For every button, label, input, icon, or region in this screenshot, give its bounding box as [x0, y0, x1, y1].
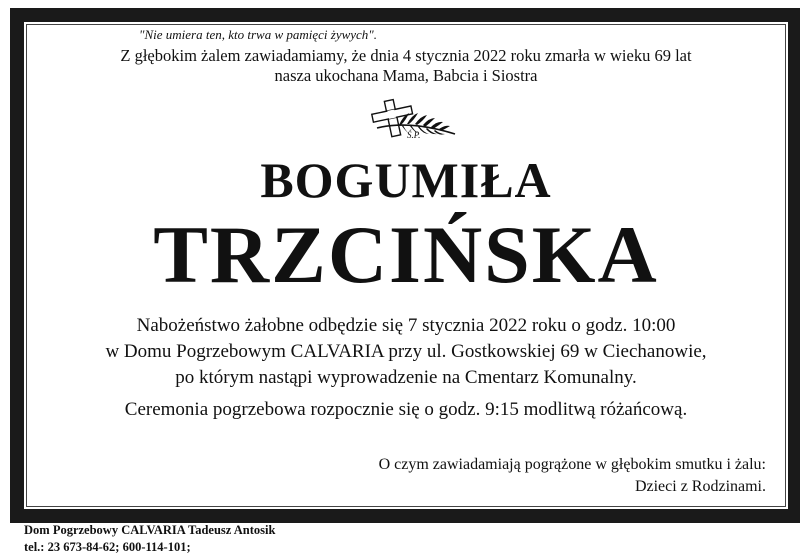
- deceased-first-name: BOGUMIŁA: [260, 152, 552, 208]
- closing-line-2: Dzieci z Rodzinami.: [634, 478, 766, 495]
- obituary-frame: [10, 8, 800, 523]
- funeral-home-name: Dom Pogrzebowy CALVARIA Tadeusz Antosik: [24, 523, 276, 537]
- intro-line-2: nasza ukochana Mama, Babcia i Siostra: [274, 66, 538, 85]
- intro-line-1: Z głębokim żalem zawiadamiamy, że dnia 4 stycznia 2022 roku zmarła w wieku 69 lat: [120, 46, 692, 65]
- closing-line-1: O czym zawiadamiają pogrążone w głębokim smutku i żalu:: [378, 456, 766, 473]
- cross-with-palm-branch-icon: [355, 98, 465, 144]
- motto-quote: "Nie umiera ten, kto trwa w pamięci żywych".: [139, 27, 378, 42]
- ceremony-line-1: Nabożeństwo żałobne odbędzie się 7 stycznia 2022 roku o godz. 10:00: [136, 315, 676, 336]
- sp-label: Ś.P.: [407, 130, 421, 140]
- ceremony-line-2: w Domu Pogrzebowym CALVARIA przy ul. Gostkowskiej 69 w Ciechanowie,: [105, 341, 707, 362]
- funeral-home-phone: tel.: 23 673-84-62; 600-114-101;: [24, 540, 191, 554]
- ceremony-line-3: po którym nastąpi wyprowadzenie na Cmentarz Komunalny.: [175, 367, 637, 388]
- ceremony-line-4: Ceremonia pogrzebowa rozpocznie się o godz. 9:15 modlitwą różańcową.: [124, 399, 688, 420]
- deceased-last-name: TRZCIŃSKA: [153, 209, 659, 300]
